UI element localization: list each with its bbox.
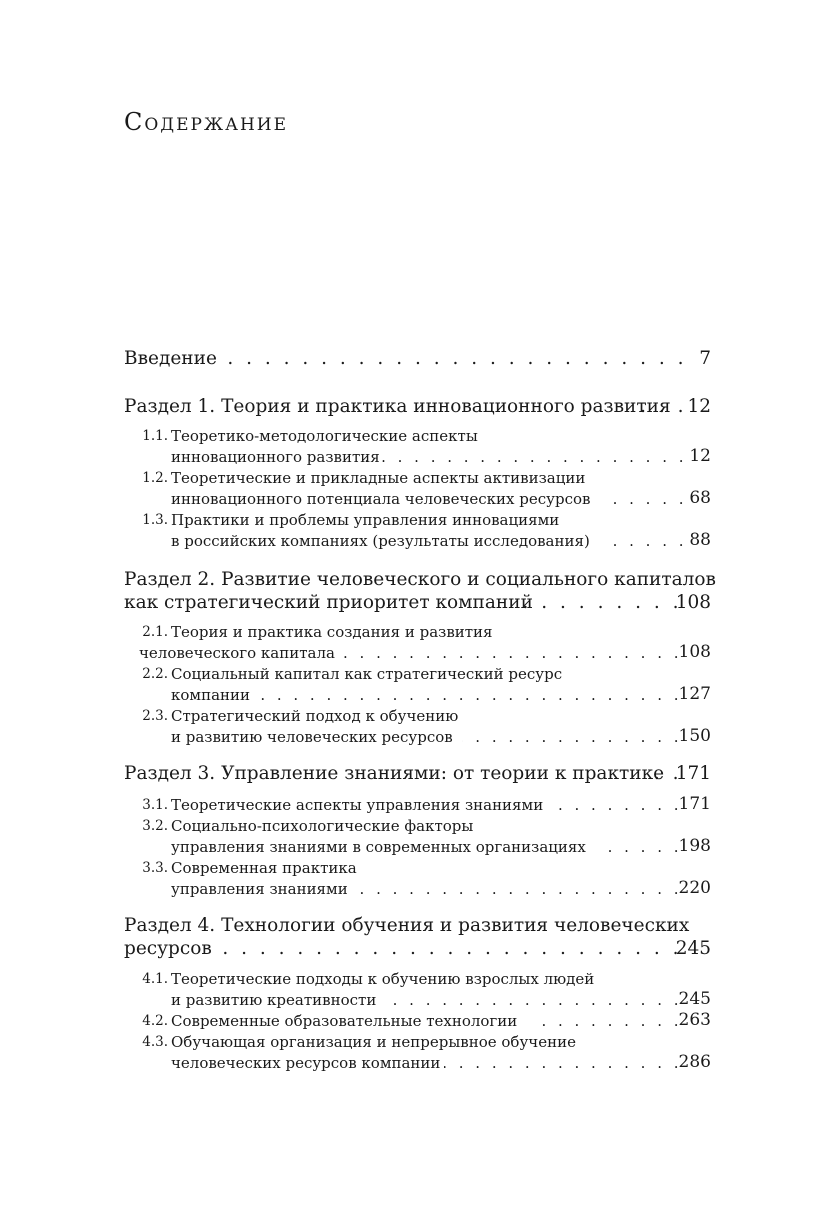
dot-leader [556, 796, 682, 814]
item-title: Современные образовательные технологии [171, 1012, 518, 1030]
toc-item-2-3[interactable] [0, 707, 827, 727]
page-title: Содержание [124, 108, 289, 136]
toc-section-4[interactable] [0, 915, 827, 939]
toc-section-3[interactable] [0, 763, 827, 787]
section-page: 245 [675, 938, 711, 959]
toc-item-2-2-cont[interactable] [0, 686, 827, 706]
item-title-line1: Социальный капитал как стратегический ресурс [171, 665, 563, 683]
section-title: Раздел 2. Развитие человеческого и социального капиталов [124, 569, 716, 590]
dot-leader [210, 938, 682, 959]
toc-item-3-1[interactable] [0, 796, 827, 816]
toc-item-4-1[interactable] [0, 970, 827, 990]
item-title-line1: Теоретические подходы к обучению взрослых людей [171, 970, 595, 988]
item-number: 2.2. [142, 666, 168, 682]
item-title-line2: человеческого капитала [139, 644, 335, 662]
item-number: 1.3. [142, 512, 168, 528]
section-title: Раздел 4. Технологии обучения и развития человеческих [124, 915, 690, 936]
item-page: 68 [689, 488, 711, 508]
item-title-line2: компании [171, 686, 251, 704]
item-number: 3.3. [142, 860, 168, 876]
toc-item-2-3-cont[interactable] [0, 728, 827, 748]
toc-item-4-3-cont[interactable] [0, 1054, 827, 1074]
item-number: 4.3. [142, 1034, 168, 1050]
item-title-line2: инновационного развития [171, 448, 380, 466]
toc-item-1-3-cont[interactable] [0, 532, 827, 552]
section-title: Раздел 3. Управление знаниями: от теории к практике [124, 763, 665, 784]
item-number: 3.1. [142, 797, 168, 813]
item-number: 4.1. [142, 971, 168, 987]
item-title-line1: Теоретические и прикладные аспекты активизации [171, 469, 586, 487]
toc-item-3-2-cont[interactable] [0, 838, 827, 858]
item-title-line2: управления знаниями [171, 880, 348, 898]
item-title-line2: человеческих ресурсов компании [171, 1054, 441, 1072]
dot-leader [360, 448, 687, 466]
item-number: 2.3. [142, 708, 168, 724]
item-number: 2.1. [142, 624, 168, 640]
item-page: 245 [678, 989, 711, 1009]
toc-item-1-2[interactable] [0, 469, 827, 489]
toc-intro-label: Введение [124, 348, 217, 369]
section-title-line2: как стратегический приоритет компаний [124, 592, 533, 613]
section-page: 171 [675, 763, 711, 784]
toc-item-2-2[interactable] [0, 665, 827, 685]
dot-leader [532, 1012, 682, 1030]
section-page: 12 [687, 396, 711, 417]
item-page: 88 [689, 530, 711, 550]
dot-leader [640, 396, 687, 417]
toc-item-4-2[interactable] [0, 1012, 827, 1032]
toc-item-3-3[interactable] [0, 859, 827, 879]
item-title-line2: инновационного потенциала человеческих ресурсов [171, 490, 591, 508]
toc-item-2-1[interactable] [0, 623, 827, 643]
item-page: 171 [678, 794, 711, 814]
item-number: 3.2. [142, 818, 168, 834]
item-page: 220 [678, 878, 711, 898]
dot-leader [508, 592, 682, 613]
item-page: 263 [678, 1010, 711, 1030]
dot-leader [352, 880, 682, 898]
toc-item-2-1-cont[interactable] [0, 644, 827, 664]
toc-section-2-cont[interactable] [0, 592, 827, 616]
item-title-line2: и развитию человеческих ресурсов [171, 728, 453, 746]
toc-item-4-1-cont[interactable] [0, 991, 827, 1011]
toc-section-4-cont[interactable] [0, 938, 827, 962]
item-title-line1: Теоретико-методологические аспекты [171, 427, 478, 445]
item-title: Теоретические аспекты управления знаниями [171, 796, 544, 814]
item-title-line1: Теория и практика создания и развития [171, 623, 493, 641]
dot-leader [444, 1054, 682, 1072]
dot-leader [222, 348, 687, 369]
section-page: 108 [675, 592, 711, 613]
toc-item-1-1[interactable] [0, 427, 827, 447]
item-page: 198 [678, 836, 711, 856]
toc-item-3-3-cont[interactable] [0, 880, 827, 900]
toc-item-1-2-cont[interactable] [0, 490, 827, 510]
dot-leader [605, 838, 682, 856]
toc-item-4-3[interactable] [0, 1033, 827, 1053]
toc-item-1-3[interactable] [0, 511, 827, 531]
item-page: 150 [678, 726, 711, 746]
toc-intro[interactable] [0, 348, 827, 372]
item-title-line1: Современная практика [171, 859, 357, 877]
item-page: 12 [689, 446, 711, 466]
toc-item-3-2[interactable] [0, 817, 827, 837]
item-page: 286 [678, 1052, 711, 1072]
item-number: 4.2. [142, 1013, 168, 1029]
item-title-line2: в российских компаниях (результаты исследования) [171, 532, 590, 550]
item-title-line2: управления знаниями в современных организациях [171, 838, 586, 856]
section-title-line2: ресурсов [124, 938, 212, 959]
toc-section-2[interactable] [0, 569, 827, 593]
section-title: Раздел 1. Теория и практика инновационного развития [124, 396, 671, 417]
dot-leader [255, 686, 682, 704]
toc-section-1[interactable] [0, 396, 827, 420]
item-title-line1: Обучающая организация и непрерывное обучение [171, 1033, 576, 1051]
item-title-line1: Стратегический подход к обучению [171, 707, 459, 725]
dot-leader [600, 490, 687, 508]
toc-item-1-1-cont[interactable] [0, 448, 827, 468]
dot-leader [600, 532, 687, 550]
dot-leader [386, 991, 682, 1009]
item-title-line2: и развитию креативности [171, 991, 377, 1009]
dot-leader [338, 644, 682, 662]
toc-intro-page: 7 [699, 348, 711, 369]
item-title-line1: Практики и проблемы управления инновациями [171, 511, 560, 529]
dot-leader [462, 728, 682, 746]
item-title-line1: Социально-психологические факторы [171, 817, 474, 835]
item-number: 1.1. [142, 428, 168, 444]
item-number: 1.2. [142, 470, 168, 486]
item-page: 127 [678, 684, 711, 704]
item-page: 108 [678, 642, 711, 662]
